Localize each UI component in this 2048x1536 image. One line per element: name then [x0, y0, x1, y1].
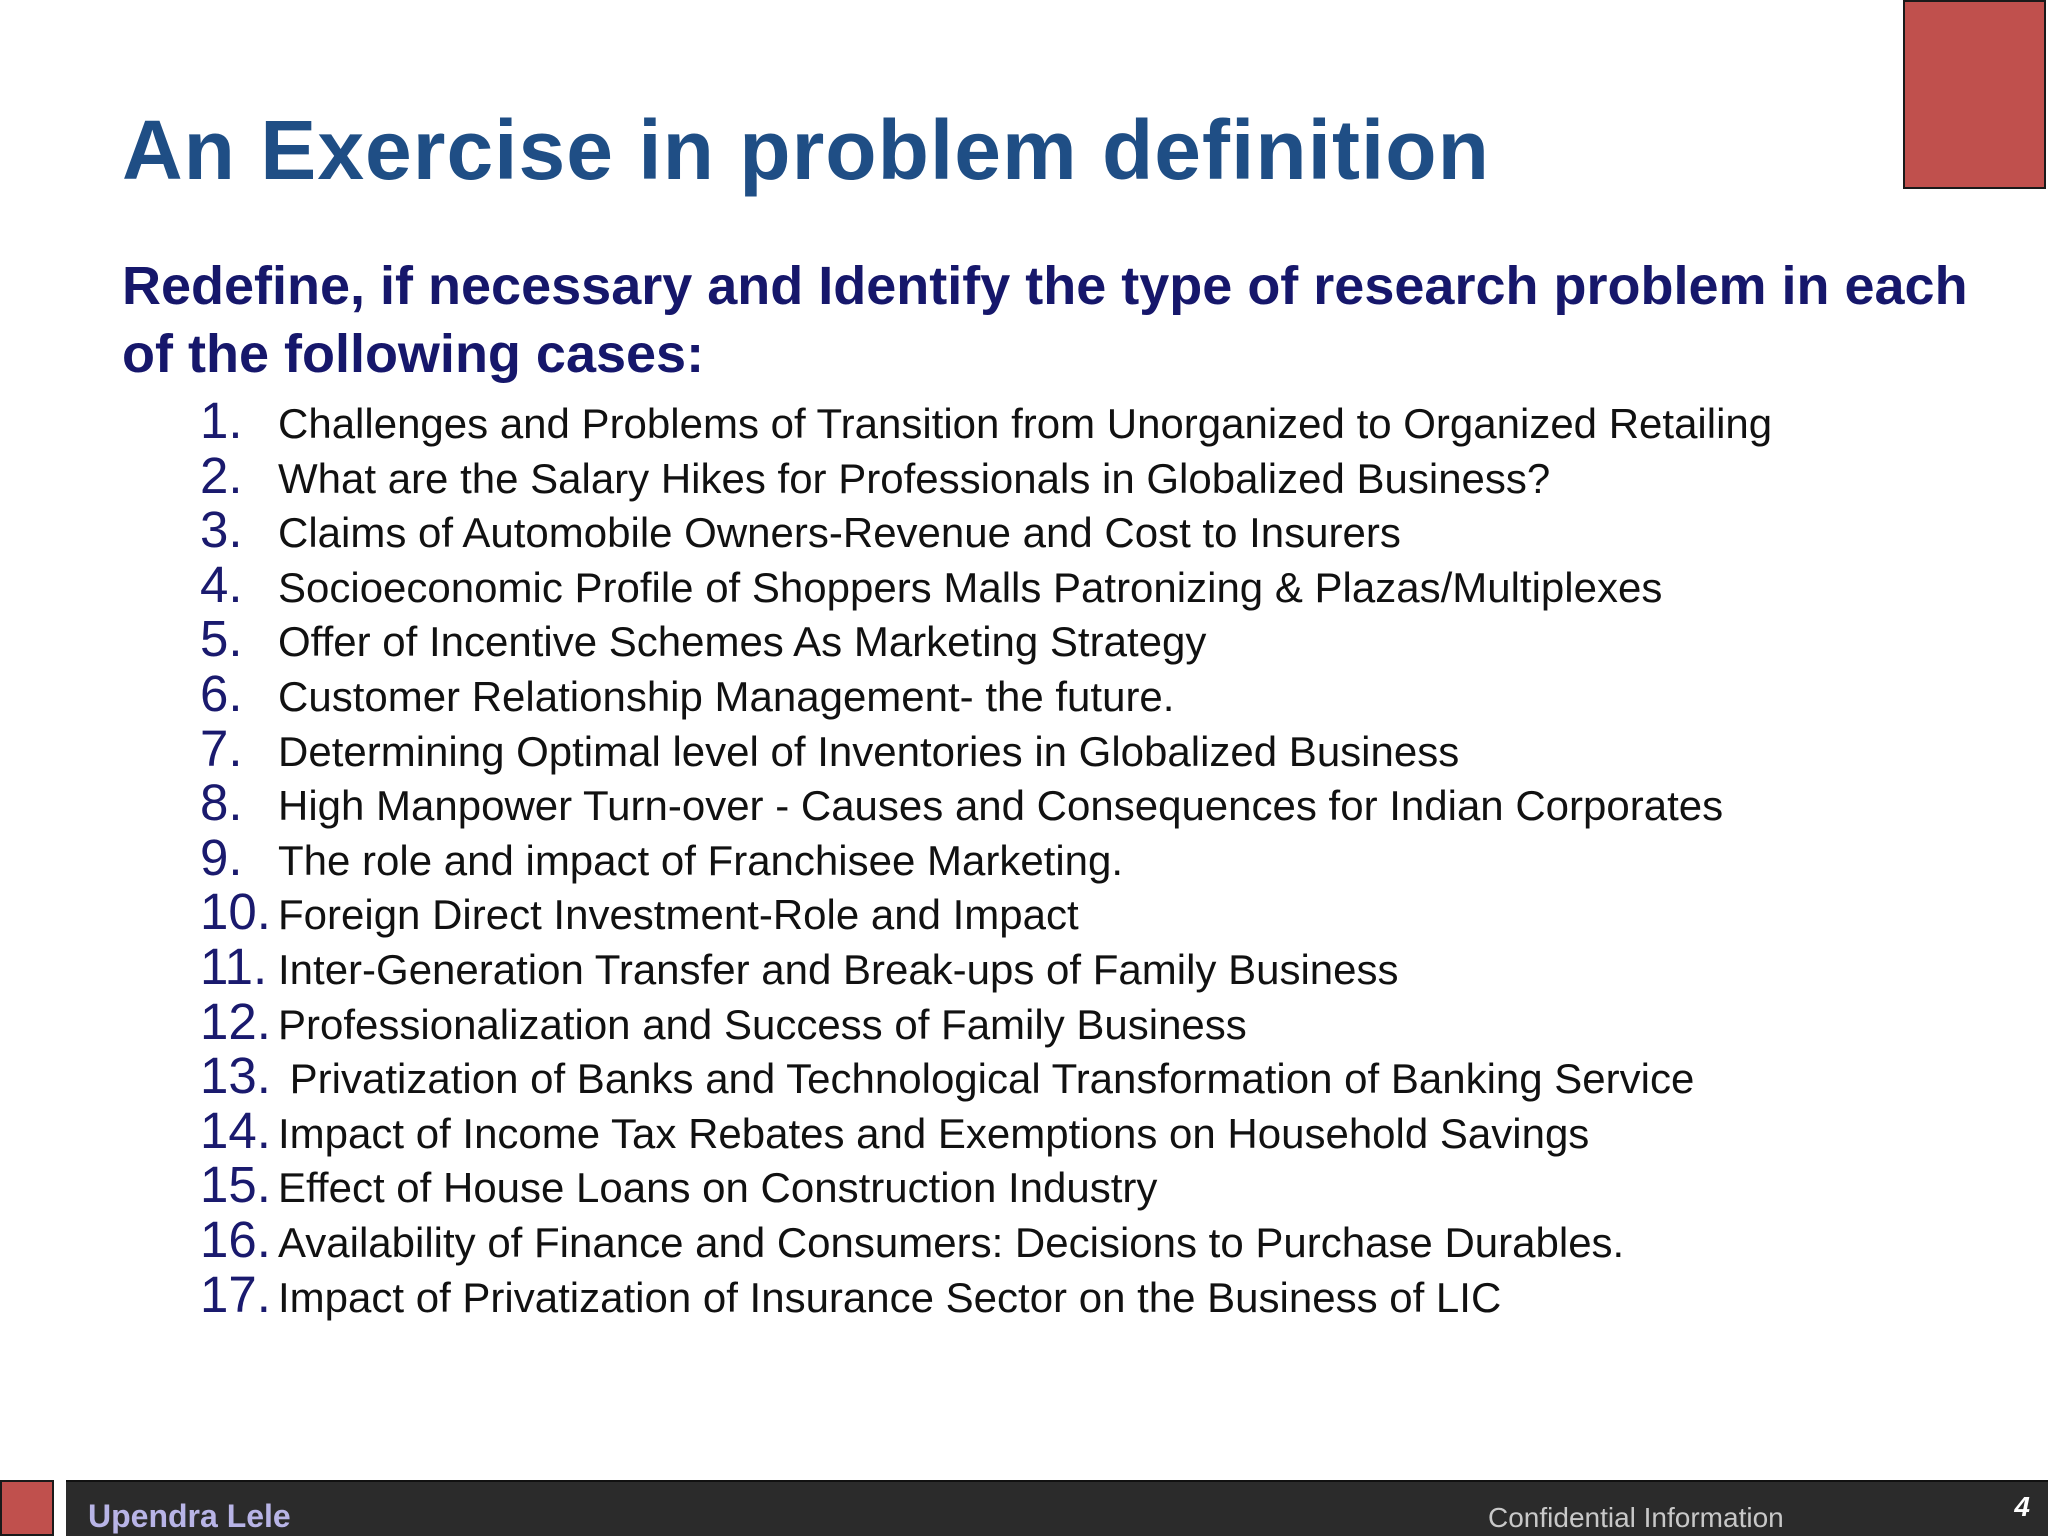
- list-item-text: Challenges and Problems of Transition from Unorganized to Organized Retailing: [278, 400, 1773, 447]
- list-item: [200, 828, 1772, 886]
- list-item-text: Availability of Finance and Consumers: Decisions to Purchase Durables.: [278, 1218, 1625, 1266]
- list-item-number: 5.: [200, 610, 243, 668]
- list-item-number: 15.: [200, 1156, 271, 1214]
- list-item-number: 4.: [200, 555, 243, 613]
- list-item-text: Determining Optimal level of Inventories in Globalized Business: [278, 727, 1460, 775]
- list-item-text: Offer of Incentive Schemes As Marketing Strategy: [278, 618, 1207, 666]
- list-item: [200, 992, 1772, 1050]
- corner-accent-box: [1903, 0, 2046, 189]
- list-item-text: Claims of Automobile Owners-Revenue and Cost to Insurers: [278, 509, 1401, 557]
- list-item-text: The role and impact of Franchisee Marketing.: [278, 836, 1124, 884]
- footer-author: Upendra Lele: [88, 1498, 291, 1534]
- list-item-number: 12.: [200, 992, 271, 1050]
- list-item-number: 2.: [200, 446, 243, 504]
- list-item: [200, 391, 1773, 449]
- list-item-text: High Manpower Turn-over - Causes and Consequences for Indian Corporates: [278, 782, 1724, 830]
- list-item-text: What are the Salary Hikes for Professionals in Globalized Business?: [278, 454, 1551, 502]
- list-item-text: Impact of Income Tax Rebates and Exemptions on Household Savings: [278, 1109, 1590, 1157]
- list-item: [200, 719, 1772, 777]
- list-item-number: 10.: [200, 883, 271, 941]
- cases-list: [200, 391, 1773, 1323]
- list-item: [200, 664, 1772, 722]
- slide-lead-text: Redefine, if necessary and Identify the type of research problem in each of the following cases:: [122, 256, 1968, 384]
- list-item: [200, 773, 1772, 832]
- list-item-number: 16.: [200, 1210, 271, 1268]
- slide-title: An Exercise in problem definition: [122, 103, 1490, 197]
- list-item: [200, 609, 1772, 668]
- list-item: [200, 1046, 1772, 1105]
- footer-confidential-label: Confidential Information: [1488, 1502, 1784, 1533]
- list-item-number: 11.: [200, 937, 268, 995]
- list-item: [200, 1155, 1772, 1214]
- list-item-number: 8.: [200, 774, 243, 832]
- list-item: [200, 937, 1772, 995]
- list-item-text: Foreign Direct Investment-Role and Impact: [278, 891, 1079, 939]
- list-item-number: 3.: [200, 501, 243, 559]
- list-item-number: 17.: [200, 1265, 271, 1323]
- footer-accent-square: [0, 1480, 54, 1536]
- list-item-number: 9.: [200, 828, 243, 886]
- list-item: [200, 446, 1772, 504]
- list-item-text: Effect of House Loans on Construction Industry: [278, 1164, 1158, 1212]
- list-item: [200, 1210, 1772, 1268]
- list-item: [200, 1101, 1772, 1159]
- list-item-number: 6.: [200, 664, 243, 722]
- list-item-number: 14.: [200, 1101, 271, 1159]
- page-number: 4: [2014, 1491, 2030, 1522]
- list-item-number: 7.: [200, 719, 243, 777]
- list-item-text: Professionalization and Success of Family Business: [278, 1000, 1247, 1048]
- list-item: [200, 882, 1772, 941]
- list-item-text: Customer Relationship Management- the future.: [278, 672, 1175, 720]
- list-item-number: 1.: [200, 392, 243, 449]
- list-item-number: 13.: [200, 1047, 271, 1105]
- list-item-text: Socioeconomic Profile of Shoppers Malls Patronizing & Plazas/Multiplexes: [278, 563, 1663, 611]
- list-item: [200, 1265, 1772, 1323]
- list-item-text: Inter-Generation Transfer and Break-ups of Family Business: [278, 945, 1399, 993]
- list-item-text: Privatization of Banks and Technological Transformation of Banking Service: [278, 1055, 1695, 1103]
- list-item: [200, 500, 1772, 559]
- list-item: [200, 555, 1772, 613]
- list-item-text: Impact of Privatization of Insurance Sector on the Business of LIC: [278, 1273, 1502, 1321]
